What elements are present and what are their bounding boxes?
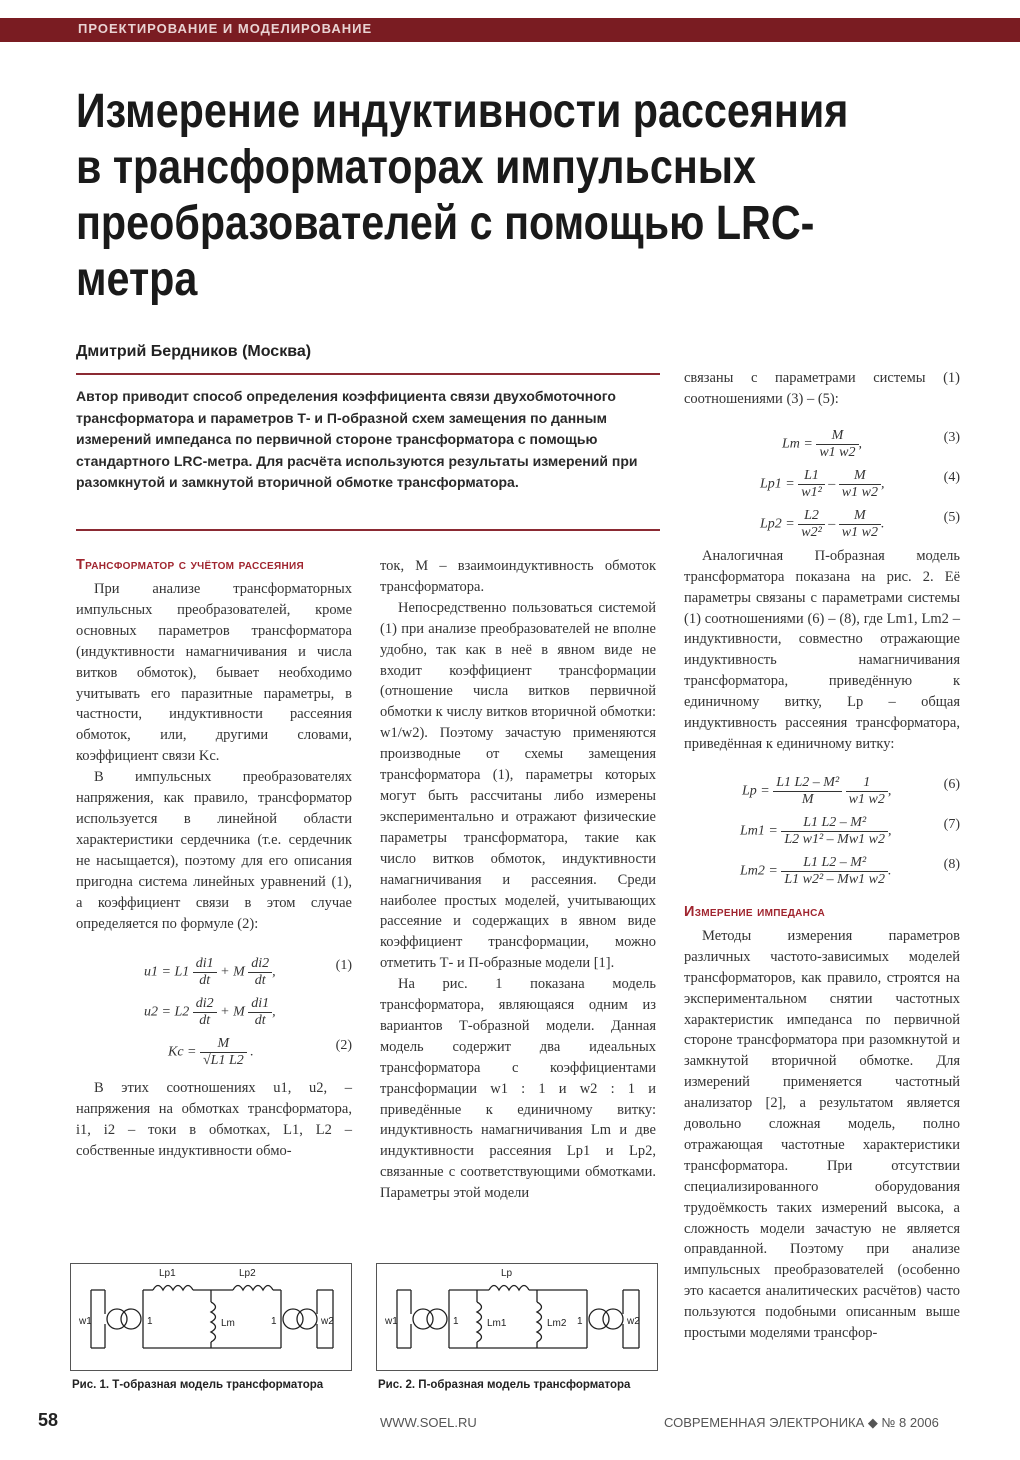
equation-8: Lm2 = $\frac{\text{L1 L2 – M²}}{\text{L1 w2² – Mw1 w2}}$ . (8) xyxy=(740,854,960,887)
paragraph: При анализе трансформаторных импульсных преобразователей, кроме основных параметров трансформатора (индуктивности намагничивания и числа витков обмоток), бывает необходимо учитывать его паразитные параметры, в частности, индуктивности рассеяния обмоток, или, другими словами, коэффициент связи Kc. xyxy=(76,581,352,765)
paragraph: В импульсных преобразователях напряжения, как правило, трансформатор используется в линейной области характеристики сердечника (т.е. сердечник не насыщается), поэтому для его описания пригодна система линейных уравнений (1), а коэффициент связи в этом случае определяется по формуле (2): xyxy=(76,769,352,932)
figure-1 xyxy=(70,1263,352,1371)
equation-3: Lm = $\frac{M}{w1 w2}$ , (3) xyxy=(782,427,960,460)
label-w2: w2 xyxy=(627,1316,640,1327)
column-1 xyxy=(76,556,352,1162)
column-3 xyxy=(684,368,960,1344)
pi-model-circuit xyxy=(377,1264,656,1369)
equation-2: Kc = $\frac{M}{√L1 L2}$ . (2) xyxy=(168,1036,352,1069)
label-ratio-1: 1 xyxy=(147,1316,153,1327)
equation-4: Lp1 = $\frac{L1}{\text{w1²}}$ – $\frac{M}{w1 w2}$ , (4) xyxy=(760,467,960,500)
page-number: 58 xyxy=(38,1410,59,1430)
label-lm1: Lm1 xyxy=(487,1318,507,1329)
equation-1b: u2 = L2 $\frac{di2}{dt}$ + M $\frac{di1}{dt}$ , xyxy=(144,996,276,1029)
equation-7: Lm1 = $\frac{\text{L1 L2 – M²}}{\text{L2 w1² – Mw1 w2}}$ , (7) xyxy=(740,814,960,847)
label-w1: w1 xyxy=(385,1316,398,1327)
label-ratio-2: 1 xyxy=(577,1316,583,1327)
label-w1: w1 xyxy=(79,1316,92,1327)
article-author: Дмитрий Бердников (Москва) xyxy=(76,343,312,360)
figure-2-caption: Рис. 2. П-образная модель трансформатора xyxy=(378,1379,631,1391)
paragraph: связаны с параметрами системы (1) соотношениями (3) – (5): xyxy=(684,370,960,407)
label-lp2: Lp2 xyxy=(239,1268,256,1279)
label-ratio-2: 1 xyxy=(271,1316,277,1327)
rule-bottom xyxy=(76,529,660,531)
section-label: ПРОЕКТИРОВАНИЕ И МОДЕЛИРОВАНИЕ xyxy=(78,21,373,36)
t-model-circuit xyxy=(71,1264,350,1369)
label-lp: Lp xyxy=(501,1268,513,1279)
article-abstract: Автор приводит способ определения коэффициента связи двухобмоточного трансформатора и параметров Т- и П-образной схем замещения по данным измерений импеданса по первичной стороне трансформатора с помощью стандартного LRC-метра. Для расчёта используются результаты измерений при разомкнутой и замкнутой вторичной обмотке трансформатора. xyxy=(76,388,638,490)
footer-site: WWW.SOEL.RU xyxy=(380,1415,477,1430)
paragraph: Методы измерения параметров различных частото-зависимых моделей трансформаторов, как правило, строятся на экспериментальном снятии частотных характеристик импеданса по первичной стороне трансформатора при разомкнутой и замкнутой вторичной обмотке. Для измерений применяется частотный анализатор [2], а результатом является довольно сложная модель, полно отражающая частотные характеристики трансформатора. При отсутствии специализированного оборудования трудоёмкость таких измерений высока, а сложность модели зачастую не является оправданной. Поэтому при анализе импульсных преобразователей (особенно это касается аналитических расчётов) часто пользуются подобными описанным выше простыми моделями трансфор- xyxy=(684,927,960,1342)
paragraph: В этих соотношениях u1, u2, – напряжения на обмотках трансформатора, i1, i2 – токи в обмотках, L1, L2 – собственные индуктивности обмо- xyxy=(76,1080,352,1160)
paragraph: На рис. 1 показана модель трансформатора, являющаяся одним из вариантов Т-образной модели. Данная модель содержит два идеальных трансформатора с коэффициентами трансформации w1 : 1 и w2 : 1 и приведённые к единичному витку: индуктивность намагничивания Lm и две индуктивности рассеяния Lp1 и Lp2, связанные с соответствующими обмотками. Параметры этой модели xyxy=(380,976,656,1202)
label-lm: Lm xyxy=(221,1318,235,1329)
paragraph: Непосредственно пользоваться системой (1) при анализе преобразователей не вполне удобно, так как в неё в явном виде не входит коэффициент трансформации (отношение числа витков первичной обмотки к числу витков вторичной обмотки: w1/w2). Поэтому зачастую применяются производные от схемы замещения трансформатора (1), параметры которых могут быть рассчитаны либо измерены экспериментально и отражают физические параметры трансформатора, такие как число витков обмоток, индуктивности намагничивания и рассеяния. Среди наиболее простых моделей, учитывающих рассеяние и содержащих в явном виде коэффициент трансформации, можно отметить Т- и П-образные модели [1]. xyxy=(380,599,656,972)
figure-2 xyxy=(376,1263,658,1371)
equation-6: Lp = $\frac{\text{L1 L2 – M²}}{M}$ $\frac{1}{w1 w2}$ , (6) xyxy=(742,774,960,807)
label-w2: w2 xyxy=(321,1316,334,1327)
article-title: Измерение индуктивности рассеяния в трансформаторах импульсных преобразователей с помощью LRC-метра xyxy=(76,85,849,306)
paragraph: ток, M – взаимоиндуктивность обмоток трансформатора. xyxy=(380,558,656,595)
section-bar xyxy=(0,18,1020,42)
rule-top xyxy=(76,373,660,375)
footer-journal: СОВРЕМЕННАЯ ЭЛЕКТРОНИКА ◆ № 8 2006 xyxy=(664,1415,939,1430)
label-ratio-1: 1 xyxy=(453,1316,459,1327)
paragraph: Аналогичная П-образная модель трансформатора показана на рис. 2. Её параметры связаны с параметрами системы (1) соотношениями (6) – (8), где Lm1, Lm2 – индуктивности, совместно отражающие индуктивность намагничивания трансформатора, приведённую к единичному витку, Lp – общая индуктивность рассеяния трансформатора, приведённая к единичному витку: xyxy=(684,547,960,752)
label-lp1: Lp1 xyxy=(159,1268,176,1279)
equation-5: Lp2 = $\frac{L2}{\text{w2²}}$ – $\frac{M}{w1 w2}$ . (5) xyxy=(760,507,960,540)
section-heading-2: Измерение импеданса xyxy=(684,903,825,920)
column-2 xyxy=(380,556,656,1204)
equation-1: u1 = L1 $\frac{di1}{dt}$ + M $\frac{di2}{dt}$ , (1) xyxy=(144,956,352,989)
section-heading-1: Трансформатор с учётом рассеяния xyxy=(76,557,304,573)
label-lm2: Lm2 xyxy=(547,1318,567,1329)
figure-1-caption: Рис. 1. Т-образная модель трансформатора xyxy=(72,1379,324,1391)
